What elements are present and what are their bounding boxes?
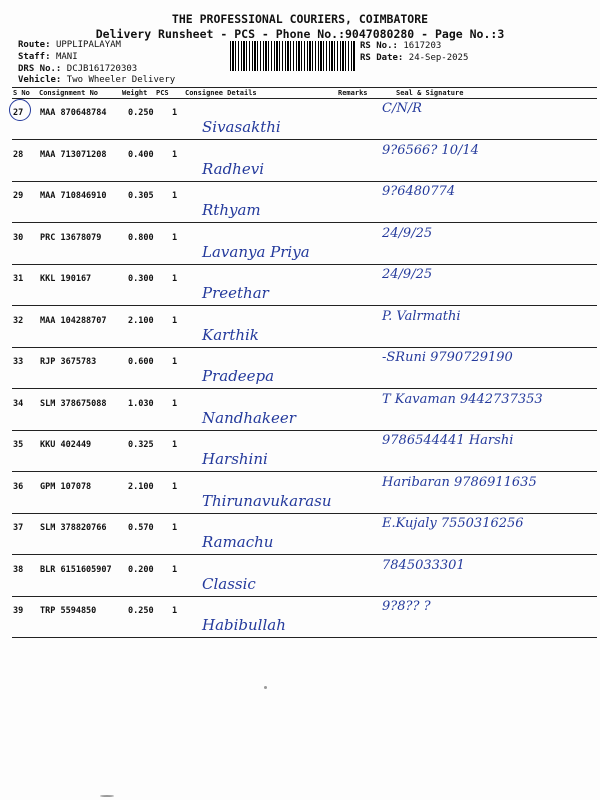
row-sno: 37 <box>13 523 24 533</box>
row-pcs: 1 <box>172 523 178 533</box>
row-consignee-handwriting: Lavanya Priya <box>202 242 310 261</box>
row-weight: 0.400 <box>128 149 154 160</box>
row-consignee-handwriting: Preethar <box>202 284 269 302</box>
row-weight: 0.800 <box>128 232 154 243</box>
row-signature-handwriting: T Kavaman 9442737353 <box>382 391 543 407</box>
row-consignee-handwriting: Sivasakthi <box>202 118 281 136</box>
row-consignment: BLR 6151605907 <box>40 564 112 575</box>
row-weight: 2.100 <box>128 481 154 492</box>
row-divider <box>12 637 597 638</box>
row-consignment: PRC 13678079 <box>40 232 102 243</box>
col-pcs: PCS <box>156 89 169 97</box>
row-pcs: 1 <box>172 274 178 284</box>
col-weight: Weight <box>122 89 148 97</box>
row-consignment: MAA 710846910 <box>40 191 107 201</box>
row-weight: 1.030 <box>128 398 154 409</box>
table-row <box>12 348 597 389</box>
row-weight: 0.325 <box>128 440 154 450</box>
row-weight: 2.100 <box>128 315 154 326</box>
drs-line <box>18 64 137 74</box>
row-consignee-handwriting: Ramachu <box>202 533 274 551</box>
row-pcs: 1 <box>172 357 178 367</box>
rs-date-value: 24-Sep-2025 <box>408 53 469 63</box>
row-pcs: 1 <box>172 481 178 492</box>
row-sno: 32 <box>13 315 24 326</box>
row-sno: 30 <box>13 232 24 243</box>
table-row <box>12 431 597 472</box>
row-signature-handwriting: Haribaran 9786911635 <box>382 474 537 490</box>
col-consignment: Consignment No <box>39 89 99 97</box>
header-top-rule <box>12 87 597 88</box>
row-consignee-handwriting: Classic <box>202 574 256 593</box>
table-row <box>12 390 597 431</box>
vehicle-label: Vehicle: <box>18 75 62 85</box>
table-row <box>12 265 597 306</box>
row-consignment: SLM 378820766 <box>40 523 107 533</box>
row-sno: 38 <box>13 564 24 575</box>
row-consignment: KKL 190167 <box>40 274 92 284</box>
table-row <box>12 224 597 265</box>
table-row <box>12 556 597 597</box>
drs-value: DCJB161720303 <box>66 64 138 74</box>
row-weight: 0.600 <box>128 357 154 367</box>
row-signature-handwriting: C/N/R <box>382 101 422 116</box>
staff-value: MANI <box>55 52 78 62</box>
row-weight: 0.300 <box>128 274 154 284</box>
rs-no-label: RS No.: <box>360 41 398 51</box>
row-pcs: 1 <box>172 564 178 575</box>
row-sno: 31 <box>13 274 24 284</box>
table-row <box>12 99 597 140</box>
row-consignment: RJP 3675783 <box>40 357 97 367</box>
row-consignment: MAA 104288707 <box>40 315 107 326</box>
staff-label: Staff: <box>18 52 51 62</box>
row-pcs: 1 <box>172 149 178 160</box>
row-weight: 0.200 <box>128 564 154 575</box>
row-signature-handwriting: -SRuni 9790729190 <box>382 350 513 365</box>
row-weight: 0.305 <box>128 191 154 201</box>
row-pcs: 1 <box>172 191 178 201</box>
staff-line <box>18 52 78 62</box>
row-signature-handwriting: 24/9/25 <box>382 267 433 282</box>
rs-no-value: 1617203 <box>403 41 442 51</box>
col-remarks: Remarks <box>338 89 368 97</box>
table-row <box>12 182 597 223</box>
row-signature-handwriting: 9?6480774 <box>382 184 456 199</box>
table-row <box>12 473 597 514</box>
row-signature-handwriting: E.Kujaly 7550316256 <box>382 516 524 531</box>
row-consignment: MAA 870648784 <box>40 108 107 118</box>
row-pcs: 1 <box>172 108 178 118</box>
vehicle-line <box>18 75 175 85</box>
row-signature-handwriting: 9?8?? ? <box>382 599 431 614</box>
row-weight: 0.250 <box>128 606 154 616</box>
drs-label: DRS No.: <box>18 64 62 74</box>
row-pcs: 1 <box>172 398 178 409</box>
row-signature-handwriting: 9786544441 Harshi <box>382 433 514 448</box>
row-consignee-handwriting: Rthyam <box>202 201 261 219</box>
table-row <box>12 514 597 555</box>
row-sno: 27 <box>13 108 24 118</box>
row-consignment: SLM 378675088 <box>40 398 107 409</box>
rs-no-line <box>360 41 441 51</box>
table-row <box>12 307 597 348</box>
col-sno: S No <box>13 89 30 97</box>
row-consignee-handwriting: Pradeepa <box>202 367 275 385</box>
row-sno: 33 <box>13 357 24 367</box>
row-sno: 36 <box>13 481 24 492</box>
row-consignee-handwriting: Nandhakeer <box>202 408 296 427</box>
row-pcs: 1 <box>172 606 178 616</box>
table-row <box>12 597 597 638</box>
row-sno: 34 <box>13 398 24 409</box>
col-consignee: Consignee Details <box>185 89 257 97</box>
row-sno: 29 <box>13 191 24 201</box>
row-consignee-handwriting: Karthik <box>202 325 259 344</box>
row-consignee-handwriting: Harshini <box>202 450 268 468</box>
scan-speck <box>100 795 114 797</box>
barcode-image <box>230 41 355 71</box>
row-signature-handwriting: 9?6566? 10/14 <box>382 142 479 158</box>
col-seal: Seal & Signature <box>396 89 464 97</box>
row-signature-handwriting: 24/9/25 <box>382 225 433 241</box>
rs-date-line <box>360 53 468 63</box>
company-title: THE PROFESSIONAL COURIERS, COIMBATORE <box>171 12 429 26</box>
table-row <box>12 141 597 182</box>
row-consignee-handwriting: Thirunavukarasu <box>202 491 332 510</box>
row-sno: 35 <box>13 440 24 450</box>
row-consignment: GPM 107078 <box>40 481 92 492</box>
row-pcs: 1 <box>172 232 178 243</box>
scan-speck <box>264 686 267 689</box>
route-value: UPPLIPALAYAM <box>55 40 121 50</box>
route-line <box>18 40 121 50</box>
row-consignment: MAA 713071208 <box>40 149 107 160</box>
row-consignment: TRP 5594850 <box>40 606 97 616</box>
route-label: Route: <box>18 40 51 50</box>
row-consignee-handwriting: Habibullah <box>202 616 286 634</box>
row-consignee-handwriting: Radhevi <box>202 159 264 178</box>
row-pcs: 1 <box>172 315 178 326</box>
row-weight: 0.250 <box>128 108 154 118</box>
row-pcs: 1 <box>172 440 178 450</box>
row-consignment: KKU 402449 <box>40 440 92 450</box>
runsheet-subtitle: Delivery Runsheet - PCS - Phone No.:9047080280 - Page No.:3 <box>95 27 505 41</box>
row-signature-handwriting: P. Valrmathi <box>382 308 461 324</box>
row-sno: 39 <box>13 606 24 616</box>
row-signature-handwriting: 7845033301 <box>382 557 465 573</box>
vehicle-value: Two Wheeler Delivery <box>66 75 176 85</box>
row-sno: 28 <box>13 149 24 160</box>
row-weight: 0.570 <box>128 523 154 533</box>
rs-date-label: RS Date: <box>360 53 404 63</box>
